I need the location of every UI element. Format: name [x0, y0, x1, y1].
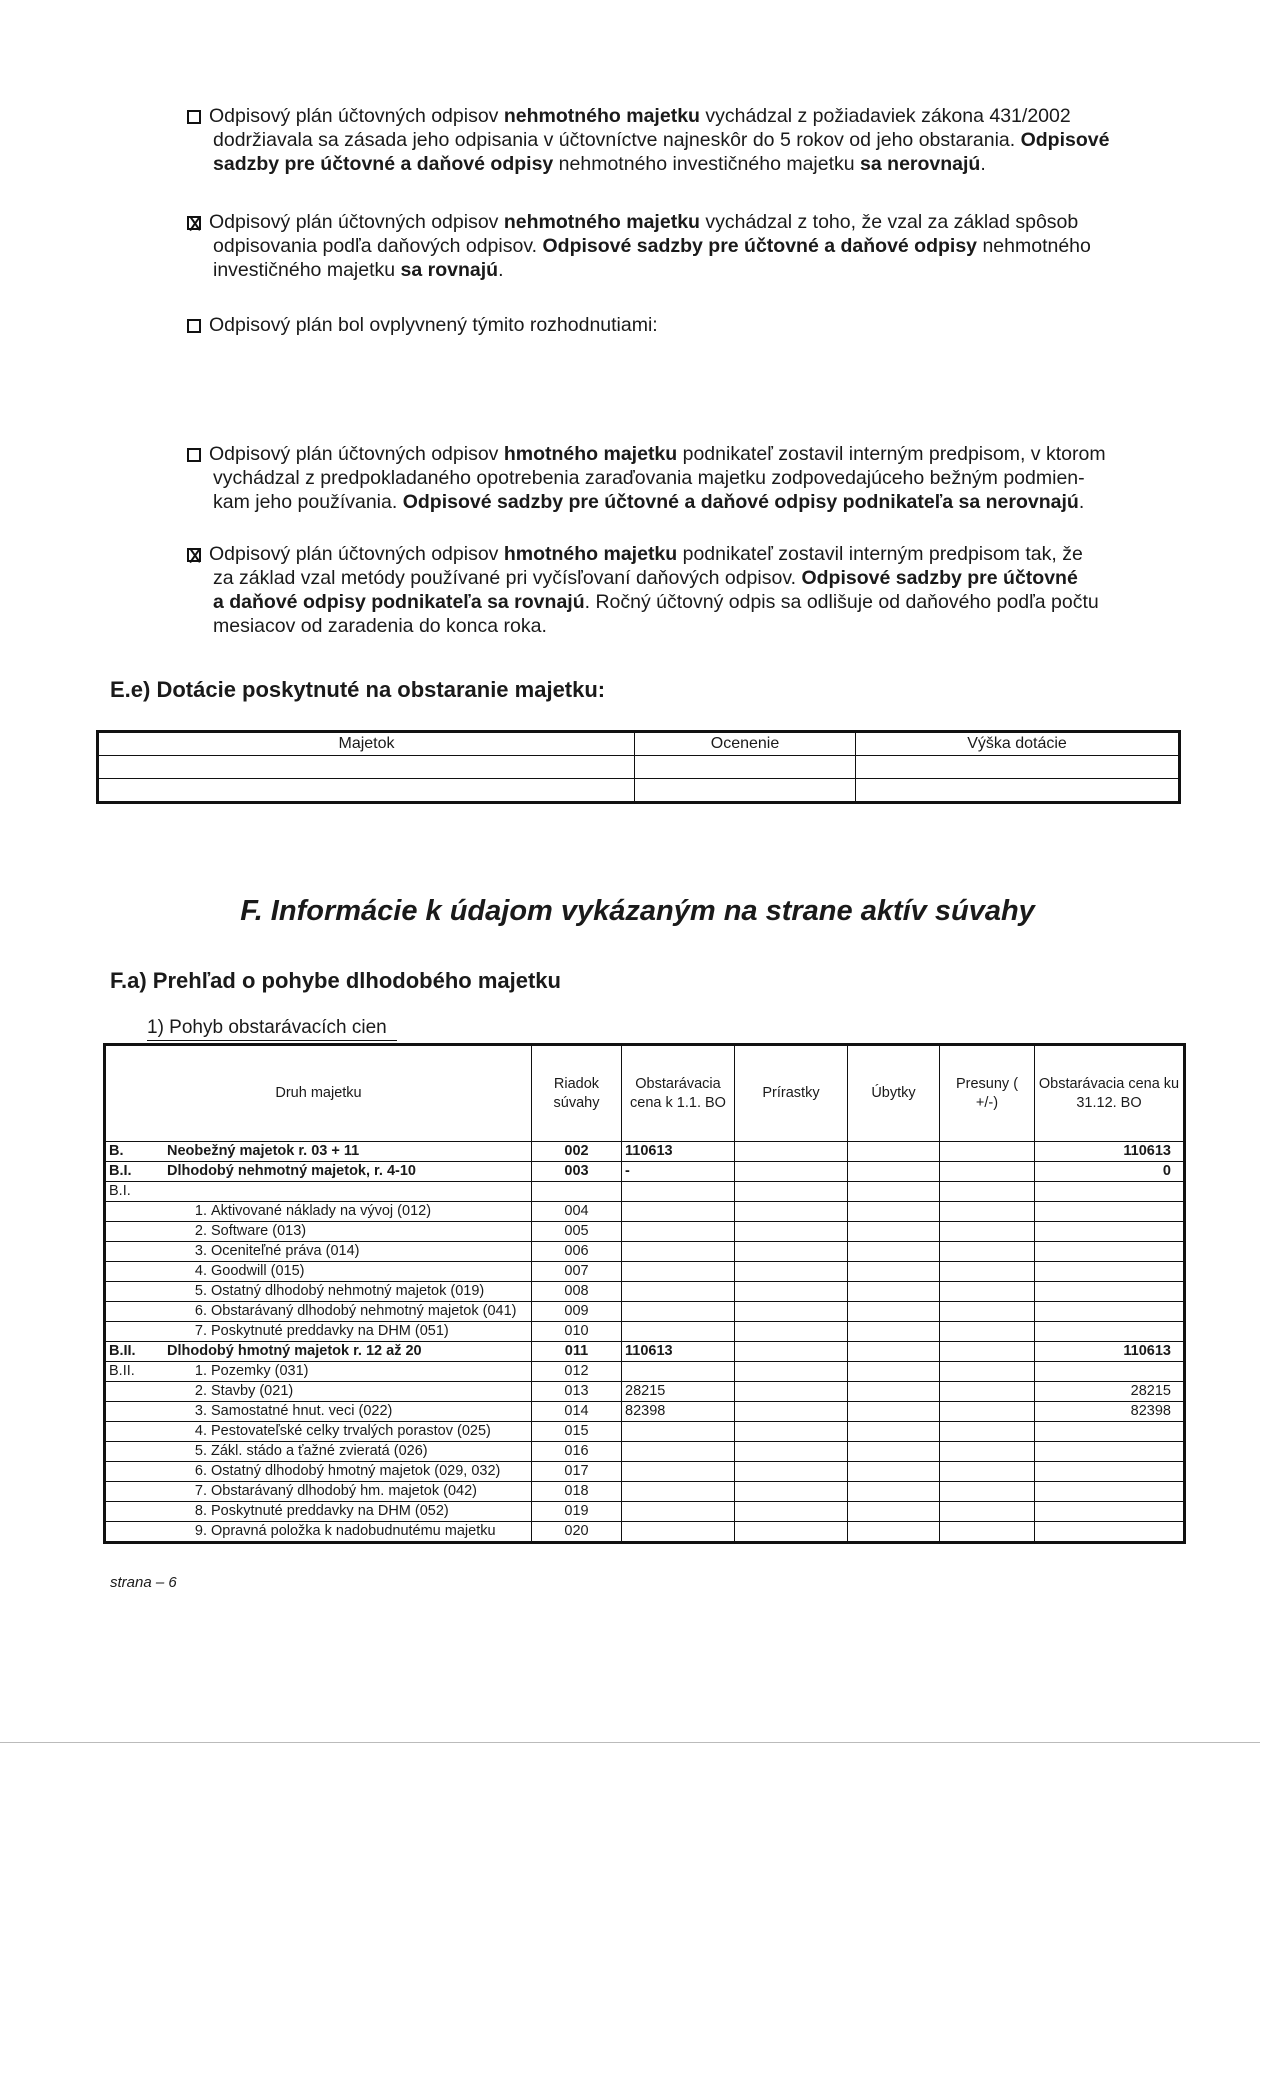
cell-obst-end[interactable]: 82398 — [1035, 1402, 1185, 1422]
text: nehmotného investičného majetku — [553, 153, 861, 175]
row-code: 008 — [532, 1282, 622, 1302]
row-code: 012 — [532, 1362, 622, 1382]
table-row — [105, 1282, 1185, 1302]
table-row — [105, 1462, 1185, 1482]
row-code: 015 — [532, 1422, 622, 1442]
row-section: B.II. — [109, 1343, 136, 1359]
cell-obst-end[interactable] — [1035, 1502, 1185, 1522]
cell-obst-end[interactable] — [1035, 1462, 1185, 1482]
row-code: 005 — [532, 1222, 622, 1242]
column-header-obst-start: Obstarávacia cena k 1.1. BO — [622, 1045, 735, 1142]
row-code: 018 — [532, 1482, 622, 1502]
text: dodržiavala sa zásada jeho odpisania v účtovníctve najneskôr do 5 rokov od jeho obstarania. — [213, 129, 1021, 151]
text: vychádzal z toho, že vzal za základ spôsob — [699, 211, 1079, 233]
cell-prirastky[interactable] — [735, 1162, 848, 1182]
text: kam jeho používania. — [213, 491, 403, 513]
text-bold: nehmotného majetku — [503, 211, 700, 233]
cell-obst-end[interactable] — [1035, 1182, 1185, 1202]
cell-ubytky[interactable] — [848, 1282, 940, 1302]
row-number: 4. — [194, 1263, 207, 1279]
text-bold: Odpisové sadzby pre účtovné — [801, 567, 1078, 589]
row-name: Dlhodobý hmotný majetok r. 12 až 20 — [167, 1343, 422, 1359]
row-code: 019 — [532, 1502, 622, 1522]
cell-obst-start[interactable] — [622, 1362, 735, 1382]
cell-obst-start[interactable] — [622, 1302, 735, 1322]
row-label — [105, 1502, 532, 1522]
text-bold: hmotného majetku — [503, 543, 678, 565]
paragraph-intangible-rates-differ — [187, 104, 1167, 176]
text-bold: a daňové odpisy podnikateľa sa rovnajú — [213, 591, 585, 613]
text: . Ročný účtovný odpis sa odlišuje od daňového podľa počtu — [584, 591, 1099, 613]
table-cell[interactable] — [856, 756, 1180, 779]
cell-presuny[interactable] — [940, 1142, 1035, 1162]
row-number: 6. — [194, 1463, 207, 1479]
row-label — [105, 1362, 532, 1382]
cell-obst-start[interactable] — [622, 1202, 735, 1222]
row-code: 016 — [532, 1442, 622, 1462]
text: za základ vzal metódy používané pri vyčísľovaní daňových odpisov. — [213, 567, 802, 589]
cell-obst-end[interactable]: 110613 — [1035, 1342, 1185, 1362]
cell-ubytky[interactable] — [848, 1302, 940, 1322]
row-name: Dlhodobý nehmotný majetok, r. 4-10 — [167, 1163, 416, 1179]
row-section: B.I. — [109, 1183, 131, 1199]
cell-prirastky[interactable] — [735, 1382, 848, 1402]
table-row — [105, 1142, 1185, 1162]
row-name: Goodwill (015) — [211, 1263, 305, 1279]
text-bold: Odpisové sadzby pre účtovné a daňové odpisy — [542, 235, 978, 257]
cell-ubytky[interactable] — [848, 1502, 940, 1522]
paragraph-intangible-rates-equal — [187, 210, 1167, 282]
checkbox-intangible-rates-equal[interactable] — [187, 216, 201, 230]
cell-obst-end[interactable] — [1035, 1242, 1185, 1262]
cell-presuny[interactable] — [940, 1302, 1035, 1322]
cell-obst-start[interactable] — [622, 1502, 735, 1522]
row-code: 017 — [532, 1462, 622, 1482]
cell-ubytky[interactable] — [848, 1222, 940, 1242]
cell-prirastky[interactable] — [735, 1442, 848, 1462]
row-name: Samostatné hnut. veci (022) — [211, 1403, 393, 1419]
row-label — [105, 1462, 532, 1482]
text: vychádzal z predpokladaného opotrebenia zaraďovania majetku zodpovedajúceho bežným podmien- — [213, 467, 1085, 489]
row-label — [105, 1162, 532, 1182]
row-number: 5. — [194, 1443, 207, 1459]
cell-prirastky[interactable] — [735, 1482, 848, 1502]
section-f-title: F. Informácie k údajom vykázaným na strane aktív súvahy — [240, 895, 1035, 927]
cell-obst-start[interactable] — [622, 1422, 735, 1442]
cell-prirastky[interactable] — [735, 1402, 848, 1422]
page-number: strana – 6 — [110, 1574, 177, 1591]
row-number: 8. — [194, 1503, 207, 1519]
cell-obst-start[interactable] — [622, 1522, 735, 1543]
cell-presuny[interactable] — [940, 1442, 1035, 1462]
cell-obst-end[interactable] — [1035, 1302, 1185, 1322]
subsidy-table — [96, 730, 1181, 804]
table-row — [105, 1522, 1185, 1543]
cell-presuny[interactable] — [940, 1182, 1035, 1202]
row-label — [105, 1182, 532, 1202]
column-header-ubytky: Úbytky — [848, 1045, 940, 1142]
row-code: 013 — [532, 1382, 622, 1402]
row-name: Software (013) — [211, 1223, 307, 1239]
cell-ubytky[interactable] — [848, 1242, 940, 1262]
row-section: B.I. — [109, 1163, 132, 1179]
text-bold: sa nerovnajú — [860, 153, 981, 175]
cell-presuny[interactable] — [940, 1362, 1035, 1382]
table-row — [105, 1402, 1185, 1422]
row-label — [105, 1382, 532, 1402]
cell-ubytky[interactable] — [848, 1362, 940, 1382]
table-row — [105, 1362, 1185, 1382]
row-label — [105, 1242, 532, 1262]
row-label — [105, 1262, 532, 1282]
cell-presuny[interactable] — [940, 1162, 1035, 1182]
column-header-ocenenie: Ocenenie — [635, 732, 856, 756]
cell-obst-end[interactable] — [1035, 1482, 1185, 1502]
row-code: 011 — [532, 1342, 622, 1362]
text: podnikateľ zostavil interným predpisom tak, že — [677, 543, 1083, 565]
text: Odpisový plán bol ovplyvnený týmito rozhodnutiami: — [209, 314, 658, 336]
cell-ubytky[interactable] — [848, 1262, 940, 1282]
cell-ubytky[interactable] — [848, 1202, 940, 1222]
text: mesiacov od zaradenia do konca roka. — [213, 615, 547, 637]
cell-presuny[interactable] — [940, 1282, 1035, 1302]
row-label — [105, 1402, 532, 1422]
cell-ubytky[interactable] — [848, 1422, 940, 1442]
row-section: B. — [109, 1143, 124, 1159]
row-label — [105, 1202, 532, 1222]
cell-ubytky[interactable] — [848, 1442, 940, 1462]
section-e-heading: E.e) Dotácie poskytnuté na obstaranie majetku: — [110, 677, 606, 702]
cell-ubytky[interactable] — [848, 1382, 940, 1402]
cell-prirastky[interactable] — [735, 1222, 848, 1242]
row-label — [105, 1322, 532, 1342]
row-number: 2. — [194, 1383, 207, 1399]
row-number: 2. — [194, 1223, 207, 1239]
cell-obst-end[interactable] — [1035, 1282, 1185, 1302]
row-label — [105, 1522, 532, 1543]
text: . — [980, 153, 986, 175]
cell-obst-end[interactable] — [1035, 1322, 1185, 1342]
row-section: B.II. — [109, 1363, 135, 1379]
table-row — [105, 1162, 1185, 1182]
table-row — [105, 1442, 1185, 1462]
cell-presuny[interactable] — [940, 1242, 1035, 1262]
row-number: 3. — [194, 1243, 207, 1259]
text-bold: hmotného majetku — [503, 443, 678, 465]
cell-presuny[interactable] — [940, 1522, 1035, 1543]
column-header-riadok: Riadok súvahy — [532, 1045, 622, 1142]
cell-presuny[interactable] — [940, 1222, 1035, 1242]
cell-ubytky[interactable] — [848, 1402, 940, 1422]
table-row — [105, 1182, 1185, 1202]
checkbox-tangible-rates-equal[interactable] — [187, 548, 201, 562]
checkbox-tangible-rates-differ[interactable] — [187, 448, 201, 462]
text: Odpisový plán účtovných odpisov — [209, 443, 504, 465]
text: vychádzal z požiadaviek zákona 431/2002 — [699, 105, 1071, 127]
row-name: Pozemky (031) — [211, 1363, 309, 1379]
column-header-druh: Druh majetku — [105, 1045, 532, 1142]
paragraph-tangible-rates-equal — [187, 542, 1167, 638]
cell-obst-start[interactable]: - — [622, 1162, 735, 1182]
row-code: 003 — [532, 1162, 622, 1182]
table-cell[interactable] — [635, 779, 856, 803]
cell-obst-start[interactable] — [622, 1482, 735, 1502]
cell-obst-start[interactable] — [622, 1282, 735, 1302]
row-name: Aktivované náklady na vývoj (012) — [211, 1203, 432, 1219]
cell-obst-start[interactable] — [622, 1182, 735, 1202]
row-name: Ostatný dlhodobý hmotný majetok (029, 032) — [211, 1463, 501, 1479]
cell-ubytky[interactable] — [848, 1482, 940, 1502]
cell-presuny[interactable] — [940, 1342, 1035, 1362]
row-code: 006 — [532, 1242, 622, 1262]
section-f1-subheading: 1) Pohyb obstarávacích cien — [147, 1017, 387, 1038]
text: . — [1078, 491, 1085, 513]
row-code: 007 — [532, 1262, 622, 1282]
table-cell[interactable] — [635, 756, 856, 779]
table-row — [105, 1302, 1185, 1322]
row-code: 020 — [532, 1522, 622, 1543]
table-row — [105, 1502, 1185, 1522]
text: podnikateľ zostavil interným predpisom, v ktorom — [677, 443, 1106, 465]
cell-obst-start[interactable]: 28215 — [622, 1382, 735, 1402]
table-row — [105, 1202, 1185, 1222]
row-code: 004 — [532, 1202, 622, 1222]
table-row — [105, 1262, 1185, 1282]
cell-prirastky[interactable] — [735, 1142, 848, 1162]
cell-obst-start[interactable] — [622, 1322, 735, 1342]
cell-obst-end[interactable] — [1035, 1262, 1185, 1282]
row-name: Oceniteľné práva (014) — [211, 1243, 360, 1259]
row-name: Ostatný dlhodobý nehmotný majetok (019) — [211, 1283, 485, 1299]
row-number: 1. — [194, 1363, 207, 1379]
row-label — [105, 1142, 532, 1162]
cell-prirastky[interactable] — [735, 1262, 848, 1282]
cell-obst-start[interactable]: 110613 — [622, 1342, 735, 1362]
cell-obst-end[interactable] — [1035, 1362, 1185, 1382]
text: Odpisový plán účtovných odpisov — [209, 211, 504, 233]
table-row — [105, 1342, 1185, 1362]
table-row — [105, 1322, 1185, 1342]
table-row — [105, 1422, 1185, 1442]
text-bold: Odpisové — [1020, 129, 1110, 151]
cell-prirastky[interactable] — [735, 1242, 848, 1262]
cell-obst-end[interactable] — [1035, 1422, 1185, 1442]
column-header-prirastky: Prírastky — [735, 1045, 848, 1142]
cell-ubytky[interactable] — [848, 1342, 940, 1362]
row-number: 7. — [194, 1483, 207, 1499]
table-row — [105, 1482, 1185, 1502]
text-bold: nehmotného majetku — [503, 105, 700, 127]
row-number: 9. — [194, 1523, 207, 1539]
cell-presuny[interactable] — [940, 1322, 1035, 1342]
row-code: 009 — [532, 1302, 622, 1322]
asset-movement-table — [103, 1043, 1186, 1544]
cell-presuny[interactable] — [940, 1202, 1035, 1222]
cell-obst-start[interactable] — [622, 1442, 735, 1462]
row-number: 4. — [194, 1423, 207, 1439]
row-name: Pestovateľské celky trvalých porastov (025) — [211, 1423, 491, 1439]
paragraph-tangible-rates-differ — [187, 442, 1167, 514]
row-name: Obstarávaný dlhodobý hm. majetok (042) — [211, 1483, 477, 1499]
row-number: 7. — [194, 1323, 207, 1339]
row-name: Poskytnuté preddavky na DHM (051) — [211, 1323, 449, 1339]
cell-prirastky[interactable] — [735, 1302, 848, 1322]
cell-obst-end[interactable] — [1035, 1222, 1185, 1242]
column-header-presuny: Presuny ( +/-) — [940, 1045, 1035, 1142]
cell-presuny[interactable] — [940, 1462, 1035, 1482]
cell-obst-start[interactable] — [622, 1262, 735, 1282]
text: Odpisový plán účtovných odpisov — [209, 543, 504, 565]
text: investičného majetku — [213, 259, 401, 281]
cell-obst-start[interactable] — [622, 1222, 735, 1242]
cell-prirastky[interactable] — [735, 1502, 848, 1522]
row-code: 014 — [532, 1402, 622, 1422]
cell-prirastky[interactable] — [735, 1282, 848, 1302]
cell-obst-start[interactable]: 82398 — [622, 1402, 735, 1422]
cell-presuny[interactable] — [940, 1422, 1035, 1442]
cell-presuny[interactable] — [940, 1382, 1035, 1402]
table-row — [105, 1222, 1185, 1242]
cell-prirastky[interactable] — [735, 1422, 848, 1442]
row-code — [532, 1182, 622, 1202]
checkbox-intangible-rates-differ[interactable] — [187, 110, 201, 124]
row-label — [105, 1342, 532, 1362]
cell-ubytky[interactable] — [848, 1182, 940, 1202]
column-header-majetok: Majetok — [98, 732, 635, 756]
cell-ubytky[interactable] — [848, 1162, 940, 1182]
text-bold: Odpisové sadzby pre účtovné a daňové odpisy podnikateľa sa nerovnajú — [402, 491, 1079, 513]
cell-obst-start[interactable] — [622, 1242, 735, 1262]
row-number: 1. — [194, 1203, 207, 1219]
cell-ubytky[interactable] — [848, 1142, 940, 1162]
cell-prirastky[interactable] — [735, 1362, 848, 1382]
row-label — [105, 1442, 532, 1462]
cell-obst-end[interactable]: 28215 — [1035, 1382, 1185, 1402]
cell-presuny[interactable] — [940, 1482, 1035, 1502]
table-cell[interactable] — [856, 779, 1180, 803]
cell-obst-start[interactable]: 110613 — [622, 1142, 735, 1162]
row-name: Obstarávaný dlhodobý nehmotný majetok (041) — [211, 1303, 517, 1319]
row-label — [105, 1302, 532, 1322]
row-number: 6. — [194, 1303, 207, 1319]
cell-obst-start[interactable] — [622, 1462, 735, 1482]
table-cell[interactable] — [98, 779, 635, 803]
text-bold: sa rovnajú — [400, 259, 499, 281]
table-cell[interactable] — [98, 756, 635, 779]
row-number: 5. — [194, 1283, 207, 1299]
row-label — [105, 1422, 532, 1442]
row-name: Opravná položka k nadobudnutému majetku — [211, 1523, 496, 1539]
text: odpisovania podľa daňových odpisov. — [213, 235, 543, 257]
text: Odpisový plán účtovných odpisov — [209, 105, 504, 127]
cell-presuny[interactable] — [940, 1502, 1035, 1522]
row-label — [105, 1282, 532, 1302]
text: . — [498, 259, 504, 281]
row-label — [105, 1482, 532, 1502]
row-name: Neobežný majetok r. 03 + 11 — [167, 1143, 360, 1159]
cell-prirastky[interactable] — [735, 1182, 848, 1202]
text: nehmotného — [977, 235, 1091, 257]
cell-prirastky[interactable] — [735, 1322, 848, 1342]
cell-presuny[interactable] — [940, 1262, 1035, 1282]
cell-ubytky[interactable] — [848, 1522, 940, 1543]
table-row — [105, 1242, 1185, 1262]
paragraph-decisions — [187, 313, 1167, 337]
cell-prirastky[interactable] — [735, 1202, 848, 1222]
row-code: 010 — [532, 1322, 622, 1342]
row-code: 002 — [532, 1142, 622, 1162]
column-header-vyska-dotacie: Výška dotácie — [856, 732, 1180, 756]
section-fa-heading: F.a) Prehľad o pohybe dlhodobého majetku — [110, 968, 561, 993]
cell-obst-end[interactable] — [1035, 1522, 1185, 1543]
text-bold: sadzby pre účtovné a daňové odpisy — [213, 153, 554, 175]
row-name: Poskytnuté preddavky na DHM (052) — [211, 1503, 449, 1519]
cell-ubytky[interactable] — [848, 1322, 940, 1342]
cell-obst-end[interactable]: 0 — [1035, 1162, 1185, 1182]
cell-presuny[interactable] — [940, 1402, 1035, 1422]
cell-prirastky[interactable] — [735, 1462, 848, 1482]
cell-prirastky[interactable] — [735, 1522, 848, 1543]
table-row — [105, 1382, 1185, 1402]
checkbox-decisions[interactable] — [187, 319, 201, 333]
cell-prirastky[interactable] — [735, 1342, 848, 1362]
cell-ubytky[interactable] — [848, 1462, 940, 1482]
row-name: Zákl. stádo a ťažné zvieratá (026) — [211, 1443, 428, 1459]
cell-obst-end[interactable] — [1035, 1442, 1185, 1462]
row-number: 3. — [194, 1403, 207, 1419]
column-header-obst-end: Obstarávacia cena ku 31.12. BO — [1035, 1045, 1185, 1142]
row-label — [105, 1222, 532, 1242]
cell-obst-end[interactable]: 110613 — [1035, 1142, 1185, 1162]
cell-obst-end[interactable] — [1035, 1202, 1185, 1222]
row-name: Stavby (021) — [211, 1383, 294, 1399]
bottom-divider — [0, 1742, 1260, 1743]
